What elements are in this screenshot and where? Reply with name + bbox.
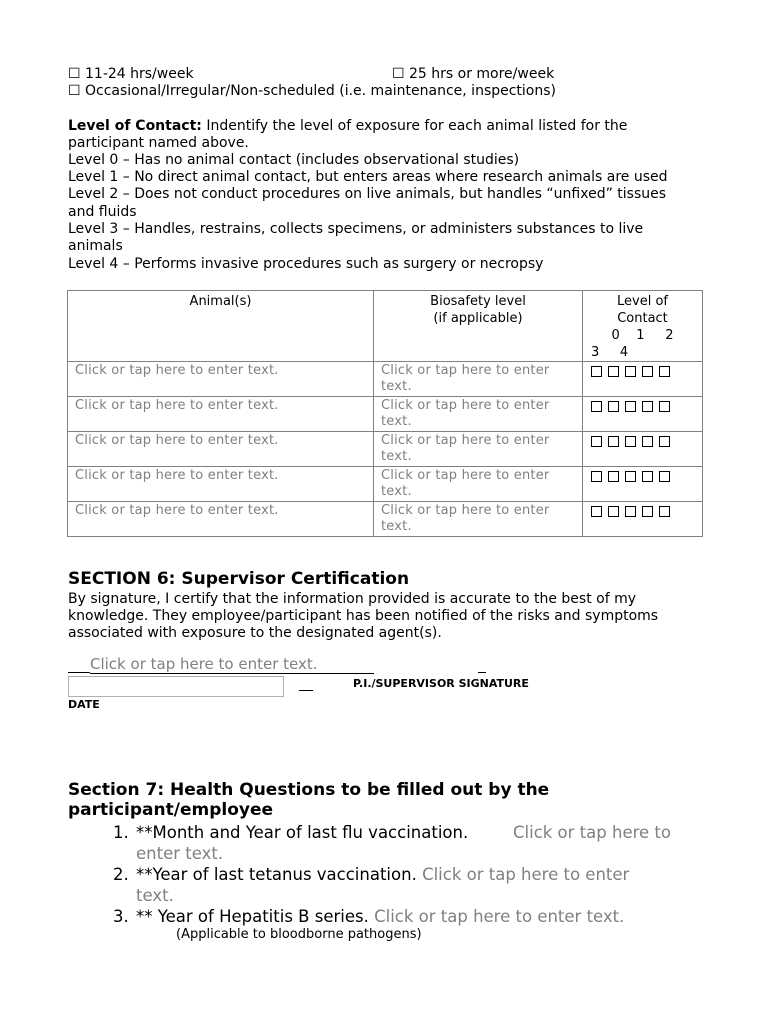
- level-2-text: Level 2 – Does not conduct procedures on live animals, but handles “unfixed” tissues: [68, 186, 667, 202]
- header-biosafety: Biosafety level (if applicable): [374, 291, 583, 362]
- checkbox-level-0[interactable]: [591, 366, 602, 377]
- signature-input[interactable]: Click or tap here to enter text.: [90, 656, 374, 674]
- checkbox-level-1[interactable]: [608, 401, 619, 412]
- date-underline: [299, 690, 313, 691]
- contact-checkboxes: [583, 397, 703, 432]
- signature-underline-left: [68, 655, 90, 673]
- checkbox-level-3[interactable]: [642, 436, 653, 447]
- contact-checkboxes: [583, 362, 703, 397]
- biosafety-input[interactable]: Click or tap here to enter text.: [374, 397, 583, 432]
- animal-input[interactable]: Click or tap here to enter text.: [68, 502, 374, 537]
- contact-intro: [68, 118, 627, 135]
- contact-checkboxes: [583, 432, 703, 467]
- checkbox-level-0[interactable]: [591, 436, 602, 447]
- question-1-input-cont[interactable]: enter text.: [136, 844, 224, 863]
- question-3-note: (Applicable to bloodborne pathogens): [176, 927, 422, 942]
- level-2-text-cont: and fluids: [68, 204, 137, 220]
- section-7-title: Section 7: Health Questions to be filled out by the participant/employee: [68, 780, 550, 820]
- checkbox-level-0[interactable]: [591, 471, 602, 482]
- biosafety-input[interactable]: Click or tap here to enter text.: [374, 467, 583, 502]
- checkbox-level-2[interactable]: [625, 366, 636, 377]
- contact-checkboxes: [583, 502, 703, 537]
- question-2: 2.: [113, 865, 129, 884]
- checkbox-level-2[interactable]: [625, 471, 636, 482]
- checkbox-level-3[interactable]: [642, 506, 653, 517]
- question-2-input-cont[interactable]: text.: [136, 886, 174, 905]
- question-3-input[interactable]: Click or tap here to enter text.: [374, 907, 625, 926]
- contact-checkboxes: [583, 467, 703, 502]
- table-row: [68, 432, 703, 467]
- question-1-input[interactable]: Click or tap here to: [513, 823, 671, 842]
- checkbox-level-3[interactable]: [642, 366, 653, 377]
- contact-intro-text: Indentify the level of exposure for each animal listed for the: [201, 118, 628, 134]
- checkbox-level-2[interactable]: [625, 436, 636, 447]
- checkbox-level-2[interactable]: [625, 506, 636, 517]
- date-label: DATE: [68, 698, 100, 711]
- animal-input[interactable]: Click or tap here to enter text.: [68, 467, 374, 502]
- section-6-para-3: associated with exposure to the designated agent(s).: [68, 625, 442, 641]
- biosafety-input[interactable]: Click or tap here to enter text.: [374, 502, 583, 537]
- level-3-text-cont: animals: [68, 238, 123, 254]
- question-2-input[interactable]: Click or tap here to enter: [422, 865, 630, 884]
- table-row: [68, 467, 703, 502]
- checkbox-level-4[interactable]: [659, 506, 670, 517]
- checkbox-level-2[interactable]: [625, 401, 636, 412]
- checkbox-level-0[interactable]: [591, 506, 602, 517]
- biosafety-input[interactable]: Click or tap here to enter text.: [374, 432, 583, 467]
- animal-input[interactable]: Click or tap here to enter text.: [68, 362, 374, 397]
- level-0-text: Level 0 – Has no animal contact (includes observational studies): [68, 152, 520, 168]
- checkbox-level-4[interactable]: [659, 471, 670, 482]
- option-25-hrs-or-more[interactable]: ☐ 25 hrs or more/week: [392, 66, 555, 82]
- level-1-text: Level 1 – No direct animal contact, but enters areas where research animals are used: [68, 169, 668, 185]
- checkbox-level-4[interactable]: [659, 366, 670, 377]
- date-input[interactable]: [68, 676, 284, 697]
- section-6-title: SECTION 6: Supervisor Certification: [68, 569, 410, 589]
- section-6-para-2: knowledge. They employee/participant has been notified of the risks and symptoms: [68, 608, 659, 624]
- animals-table: [67, 290, 703, 537]
- animal-input[interactable]: Click or tap here to enter text.: [68, 432, 374, 467]
- table-row: [68, 502, 703, 537]
- question-1: 1.: [113, 823, 129, 842]
- contact-intro-line2: participant named above.: [68, 135, 249, 151]
- animal-input[interactable]: Click or tap here to enter text.: [68, 397, 374, 432]
- checkbox-level-1[interactable]: [608, 366, 619, 377]
- checkbox-level-3[interactable]: [642, 401, 653, 412]
- contact-label: Level of Contact:: [68, 118, 202, 134]
- option-11-24-hrs[interactable]: ☐ 11-24 hrs/week: [68, 66, 194, 82]
- biosafety-input[interactable]: Click or tap here to enter text.: [374, 362, 583, 397]
- checkbox-level-0[interactable]: [591, 401, 602, 412]
- checkbox-level-4[interactable]: [659, 401, 670, 412]
- question-3-text: ** Year of Hepatitis B series. Click or tap here to enter text.: [136, 907, 625, 926]
- header-animals: Animal(s): [68, 291, 374, 362]
- level-3-text: Level 3 – Handles, restrains, collects specimens, or administers substances to live: [68, 221, 644, 237]
- checkbox-level-1[interactable]: [608, 436, 619, 447]
- header-level-of-contact: Level of Contact 0 1 2 3 4: [583, 291, 703, 362]
- table-row: [68, 397, 703, 432]
- option-occasional[interactable]: ☐ Occasional/Irregular/Non-scheduled (i.e. maintenance, inspections): [68, 83, 557, 99]
- question-2-text: **Year of last tetanus vaccination. Click or tap here to enter: [136, 865, 630, 884]
- checkbox-level-1[interactable]: [608, 506, 619, 517]
- checkbox-level-4[interactable]: [659, 436, 670, 447]
- question-1-text: **Month and Year of last flu vaccination.: [136, 823, 469, 842]
- table-row: [68, 362, 703, 397]
- checkbox-level-3[interactable]: [642, 471, 653, 482]
- section-6-para-1: By signature, I certify that the information provided is accurate to the best of my: [68, 591, 636, 607]
- table-header-row: [68, 291, 703, 362]
- question-3: 3.: [113, 907, 129, 926]
- checkbox-level-1[interactable]: [608, 471, 619, 482]
- signature-tick: [478, 672, 486, 673]
- signature-label: P.I./SUPERVISOR SIGNATURE: [353, 677, 529, 690]
- level-4-text: Level 4 – Performs invasive procedures such as surgery or necropsy: [68, 256, 544, 272]
